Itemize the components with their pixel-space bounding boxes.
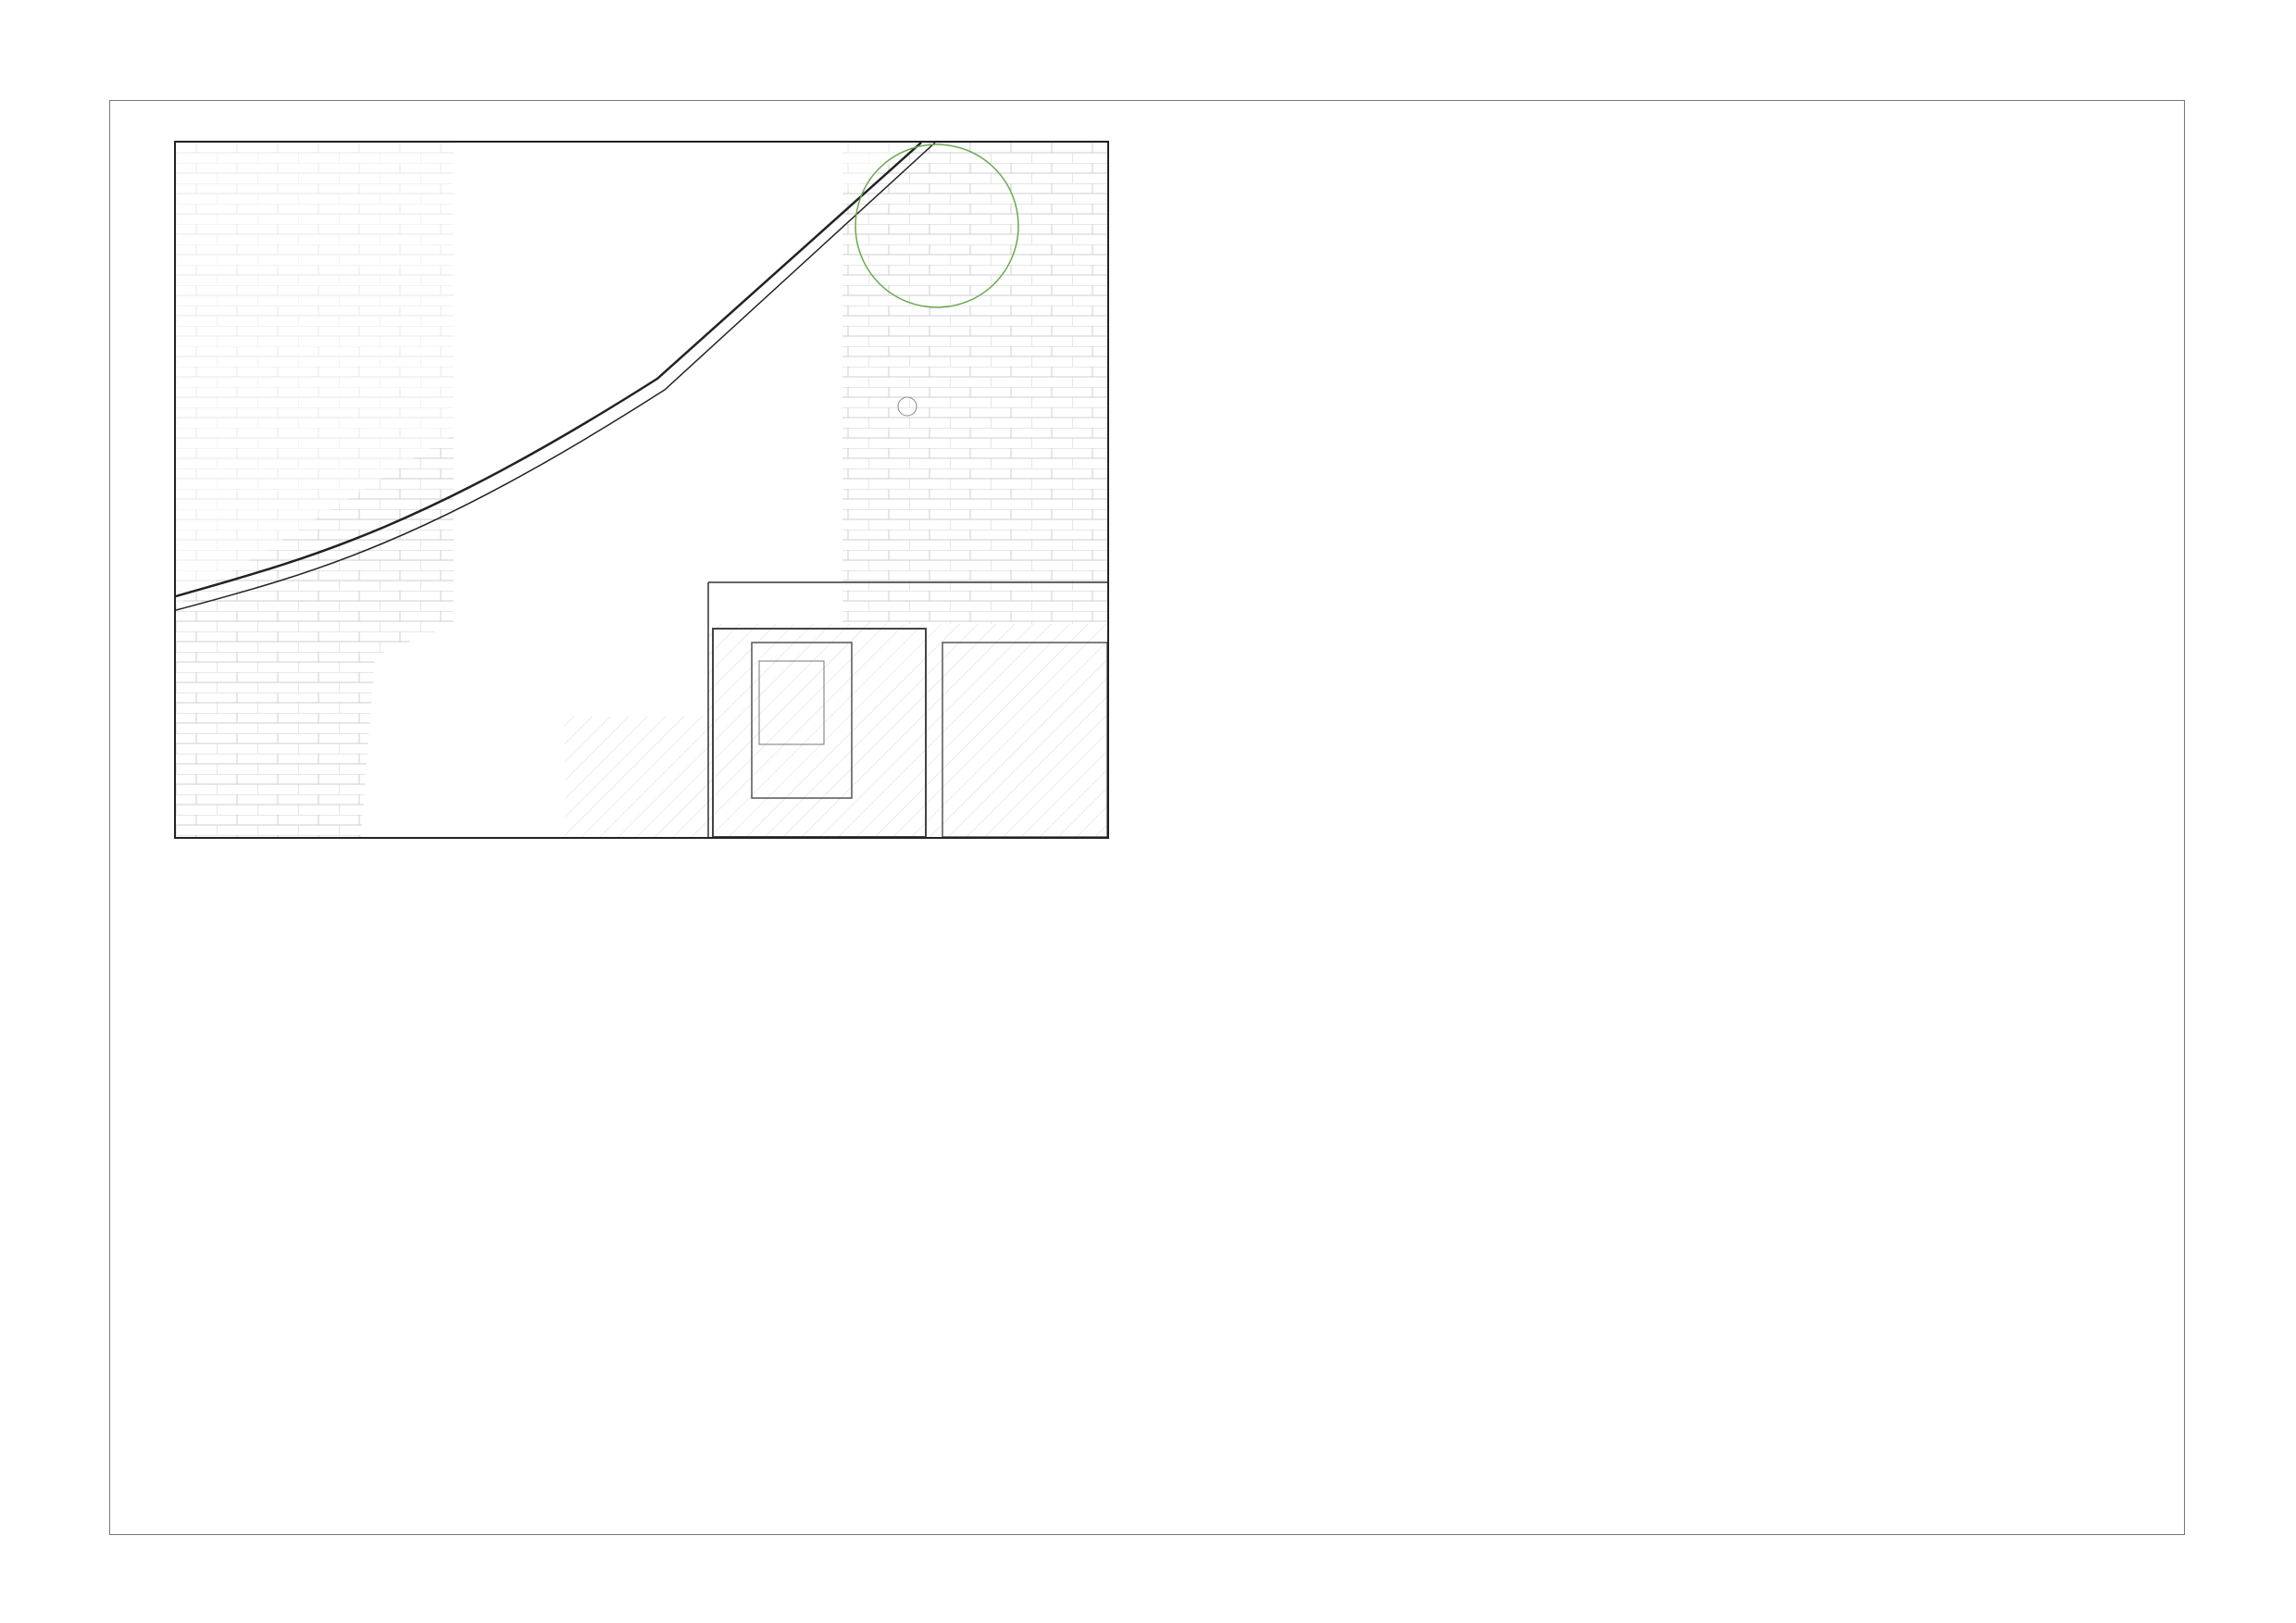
plan-drawing <box>176 143 1107 837</box>
plan-view <box>174 141 1109 839</box>
